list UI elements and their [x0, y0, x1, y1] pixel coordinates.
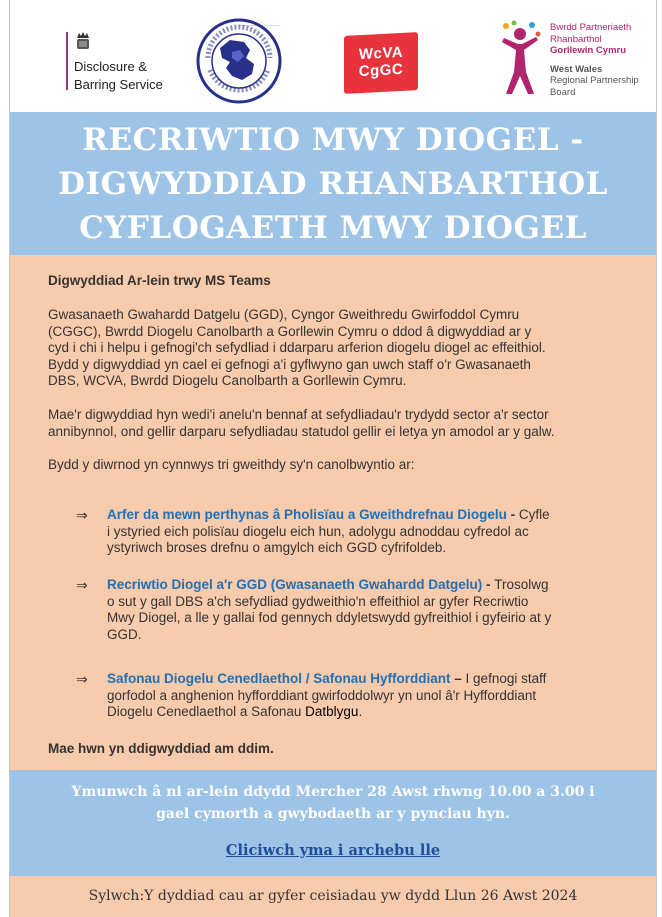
wwrp-line1: Bwrdd Partneriaeth	[550, 22, 632, 33]
arrow-icon: ⇒	[76, 507, 88, 523]
dbs-line1: Disclosure &	[74, 59, 147, 74]
audience-line1: Mae'r digwyddiad hyn wedi'i anelu'n bennaf at sefydliadau'r trydydd sector a'r sector	[48, 407, 549, 422]
wcva-line2: CgGC	[358, 60, 404, 81]
intro-line1: Gwasanaeth Gwahardd Datgelu (GGD), Cyngor Gweithredu Gwirfoddol Cymru	[48, 307, 520, 322]
arrow-icon: ⇒	[76, 577, 88, 593]
crown-crest-icon	[74, 30, 92, 52]
intro-line3: cyd i chi i helpu i gefnogi'ch sefydliad i ddarparu arferion diogelu diogel ac effeithiol.	[48, 340, 546, 355]
event-type: Digwyddiad Ar-lein trwy MS Teams	[48, 273, 271, 288]
wcva-line1: WcVA	[358, 43, 404, 64]
wwrp-line3: Gorllewin Cymru	[550, 45, 627, 56]
deadline-note: Sylwch:Y dyddiad cau ar gyfer ceisiadau yw dydd Llun 26 Awst 2024	[88, 888, 578, 904]
title-line3: CYFLOGAETH MWY DIOGEL	[79, 209, 587, 246]
audience-line2: annibynnol, ond gellir darparu sefydliadau statudol gellir ei letya yn amodol ar y galw.	[48, 423, 555, 439]
wwrp-line5: Regional Partnership	[550, 75, 639, 86]
logo-bar	[10, 0, 656, 112]
dbs-logo-bar	[66, 32, 68, 90]
wcva-logo	[344, 32, 418, 94]
intro-line2: (CGGC), Bwrdd Diogelu Canolbarth a Gorllewin Cymru o ddod â digwyddiad ar y	[48, 323, 532, 339]
free-event-note: Mae hwn yn ddigwyddiad am ddim.	[48, 741, 274, 756]
workshop-item-1: Arfer da mewn perthynas â Pholisïau a Gweithdrefnau Diogelu - Cyfle i ystyried eich polisïau diogelu eich hun, adolygu adnoddau cyfredol ac ystyriwch broses drefnu o amgylch eich GGD cyfrifoldeb.	[107, 507, 550, 555]
safeguarding-board-seal	[196, 18, 282, 104]
book-place-link[interactable]: Cliciwch yma i archebu lle	[225, 842, 441, 859]
join-section	[10, 770, 656, 876]
deadline-section	[10, 876, 656, 917]
intro-paragraph	[48, 307, 628, 390]
title-line2: DIGWYDDIAD RHANBARTHOL	[58, 165, 608, 202]
dbs-line2: Barring Service	[74, 77, 163, 92]
workshop-2-title: Recriwtio Diogel a'r GGD (Gwasanaeth Gwahardd Datgelu)	[107, 577, 483, 592]
audience-paragraph	[48, 407, 628, 440]
intro-line4: Bydd y digwyddiad yn cael ei gefnogi a'i gyflwyno gan uwch staff o'r Gwasanaeth	[48, 356, 531, 372]
body-section	[10, 255, 656, 770]
workshop-item-2: Recriwtio Diogel a'r GGD (Gwasanaeth Gwahardd Datgelu) - Trosolwg o sut y gall DBS a'ch sefydliad gydweithio'n effeithiol ar gyfer Recriwtio Mwy Diogel, a lle y gallai fod gennych ddyletswydd gyfreithiol i gyfeirio at y GGD.	[107, 577, 552, 642]
wwrp-logo-text	[550, 22, 639, 98]
join-line1: Ymunwch â ni ar-lein ddydd Mercher 28 Awst rhwng 10.00 a 3.00 i	[71, 784, 595, 800]
workshop-3-title: Safonau Diogelu Cenedlaethol / Safonau Hyfforddiant	[107, 671, 451, 686]
board-seal-text: Bwrdd Diogelu Canolbarth a Gorllewin Cymru · Mid and West Wales Safeguarding Board	[239, 26, 279, 27]
arrow-icon: ⇒	[76, 671, 88, 687]
wwrp-line2: Rhanbarthol	[550, 33, 602, 45]
intro-line5: DBS, WCVA, Bwrdd Diogelu Canolbarth a Gorllewin Cymru.	[48, 373, 407, 388]
people-figure-icon	[498, 20, 542, 96]
workshop-item-3: Safonau Diogelu Cenedlaethol / Safonau Hyfforddiant – I gefnogi staff gorfodol a anghenion hyfforddiant gwirfoddolwyr yn unol â'r Hyfforddiant Diogelu Cenedlaethol a Safonau Datblygu.	[107, 671, 547, 719]
workshops-intro: Bydd y diwrnod yn cynnwys tri gweithdy sy'n canolbwyntio ar:	[48, 457, 415, 472]
workshop-1-title: Arfer da mewn perthynas â Pholisïau a Gweithdrefnau Diogelu	[107, 507, 507, 522]
dbs-logo-text	[74, 58, 163, 94]
flyer-page	[9, 0, 657, 917]
wwrp-line4: West Wales	[550, 63, 603, 75]
join-line2: gael cymorth a gwybodaeth ar y pynciau hyn.	[156, 806, 510, 822]
title-line1: RECRIWTIO MWY DIOGEL -	[82, 121, 584, 158]
wwrp-line6: Board	[550, 86, 576, 98]
title-banner	[10, 112, 656, 255]
